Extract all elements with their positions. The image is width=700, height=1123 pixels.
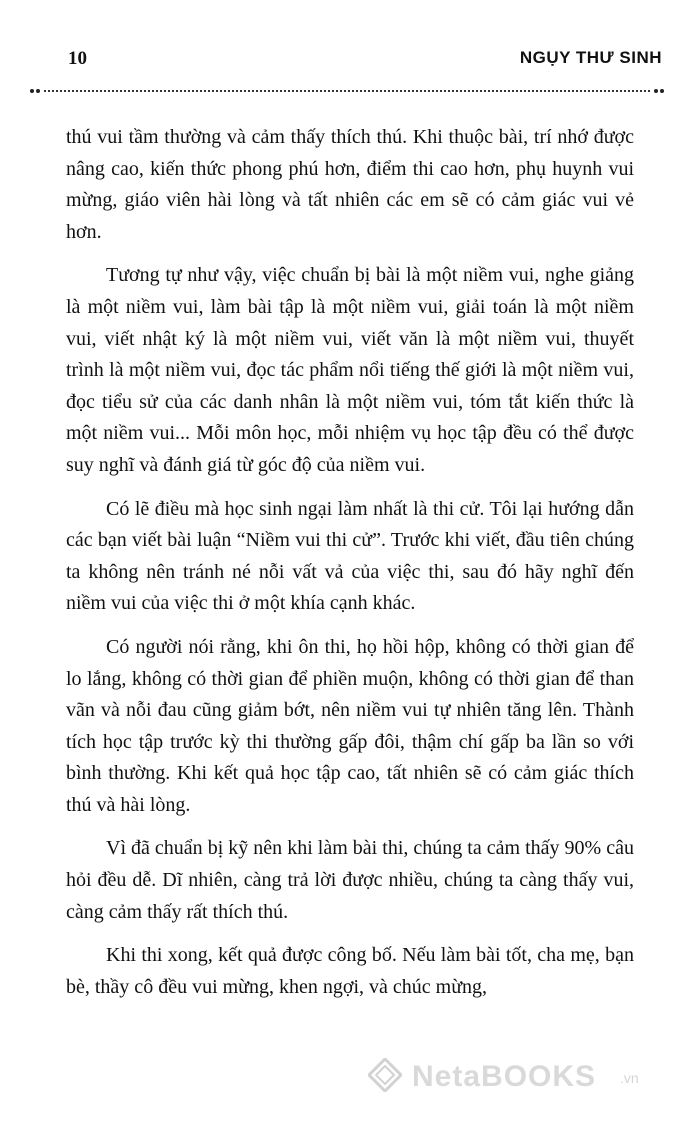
watermark xyxy=(368,1048,668,1108)
page-number: 10 xyxy=(68,48,87,69)
netabooks-logo-icon xyxy=(368,1058,402,1092)
paragraph: Vì đã chuẩn bị kỹ nên khi làm bài thi, chúng ta cảm thấy 90% câu hỏi đều dễ. Dĩ nhiên, càng trả lời được nhiều, chúng ta càng thấy vui, càng cảm thấy rất thích thú. xyxy=(66,837,634,923)
paragraph: Khi thi xong, kết quả được công bố. Nếu làm bài tốt, cha mẹ, bạn bè, thầy cô đều vui mừng, khen ngợi, và chúc mừng, xyxy=(66,944,634,998)
watermark-suffix: .vn xyxy=(620,1070,639,1086)
paragraph: thú vui tầm thường và cảm thấy thích thú. Khi thuộc bài, trí nhớ được nâng cao, kiến thức phong phú hơn, điểm thi cao hơn, phụ huynh vui mừng, giáo viên hài lòng và tất nhiên các em sẽ có cảm giác vui vẻ hơn. xyxy=(66,126,634,243)
watermark-brand: NetaBOOKS xyxy=(412,1060,597,1093)
paragraph: Có lẽ điều mà học sinh ngại làm nhất là thi cử. Tôi lại hướng dẫn các bạn viết bài luận “Niềm vui thi cử”. Trước khi viết, đầu tiên chúng ta không nên tránh né nỗi vất vả của việc thi, sau đó hãy nghĩ đến niềm vui của việc thi ở một khía cạnh khác. xyxy=(66,497,634,615)
body-text xyxy=(66,122,634,1015)
paragraph: Có người nói rằng, khi ôn thi, họ hồi hộp, không có thời gian để lo lắng, không có thời gian để phiền muộn, không có thời gian để than vãn và nỗi đau cũng giảm bớt, nên niềm vui tự nhiên tăng lên. Thành tích học tập trước kỳ thi thường gấp đôi, thậm chí gấp ba lần so với bình thường. Khi kết quả học tập cao, tất nhiên sẽ có cảm giác thích thú và hài lòng. xyxy=(66,635,634,816)
divider-ornament-right xyxy=(652,86,664,96)
header-divider xyxy=(30,86,664,96)
running-title: NGỤY THƯ SINH xyxy=(519,48,662,67)
divider-ornament-left xyxy=(30,86,42,96)
page-header xyxy=(38,48,662,76)
paragraph: Tương tự như vậy, việc chuẩn bị bài là một niềm vui, nghe giảng là một niềm vui, làm bài tập là một niềm vui, giải toán là một niềm vui, viết nhật ký là một niềm vui, viết văn là một niềm vui, thuyết trình là một niềm vui, đọc tác phẩm nổi tiếng thế giới là một niềm vui, đọc tiểu sử của các danh nhân là một niềm vui, tóm tắt kiến thức là một niềm vui... Mỗi môn học, mỗi nhiệm vụ học tập đều có thể được suy nghĩ và đánh giá từ góc độ của niềm vui. xyxy=(66,264,634,476)
dotted-rule xyxy=(44,90,650,92)
